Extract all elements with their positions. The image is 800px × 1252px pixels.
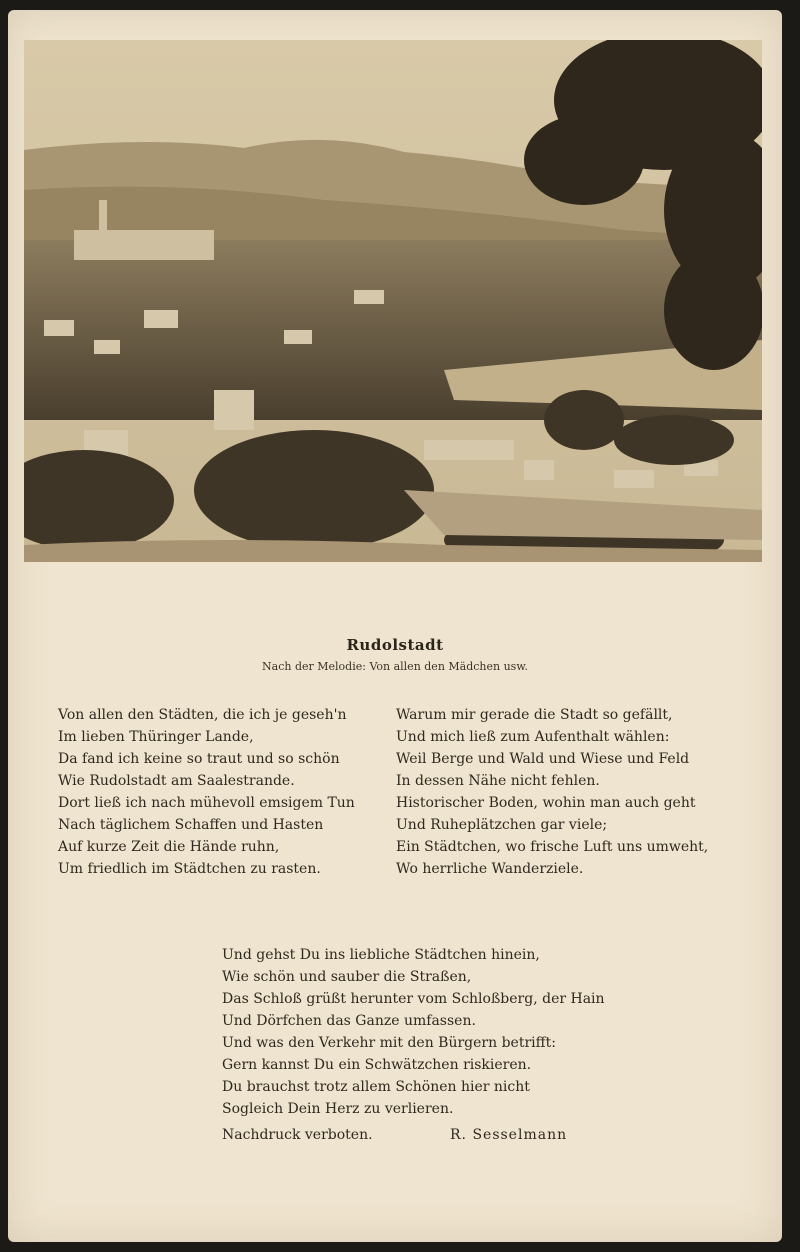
verse-line: Dort ließ ich nach mühevoll emsigem Tun [58,795,355,811]
verse-line: Im lieben Thüringer Lande, [58,729,254,745]
verse-line: Du brauchst trotz allem Schönen hier nicht [222,1079,530,1095]
stanza-1 [58,704,355,880]
verse-line: Um friedlich im Städtchen zu rasten. [58,861,321,877]
verse-line: Und Dörfchen das Ganze umfassen. [222,1013,476,1029]
verse-line: Da fand ich keine so traut und so schön [58,751,340,767]
verse-line: In dessen Nähe nicht fehlen. [396,773,600,789]
verse-line: Wie schön und sauber die Straßen, [222,969,472,985]
verse-line: Gern kannst Du ein Schwätzchen riskieren. [222,1057,532,1073]
stanza-2 [396,704,708,880]
verse-line: Warum mir gerade die Stadt so gefällt, [396,707,673,723]
verse-line: Von allen den Städten, die ich je geseh'n [58,707,347,723]
verse-line: Wo herrliche Wanderziele. [396,861,584,877]
reprint-notice: Nachdruck verboten. [222,1127,373,1143]
verse-line: Und Ruheplätzchen gar viele; [396,817,608,833]
poem-subtitle: Nach der Melodie: Von allen den Mädchen usw. [262,660,528,673]
verse-line: Und was den Verkehr mit den Bürgern betrifft: [222,1035,556,1051]
verse-line: Auf kurze Zeit die Hände ruhn, [58,839,280,855]
verse-line: Und gehst Du ins liebliche Städtchen hinein, [222,947,540,963]
postcard [8,10,782,1242]
stanza-3 [222,944,605,1120]
verse-line: Weil Berge und Wald und Wiese und Feld [396,751,690,767]
town-panorama-photo [24,40,762,562]
verse-line: Sogleich Dein Herz zu verlieren. [222,1101,454,1117]
verse-line: Wie Rudolstadt am Saalestrande. [58,773,295,789]
verse-line: Ein Städtchen, wo frische Luft uns umweht, [396,839,709,855]
verse-line: Nach täglichem Schaffen und Hasten [58,817,324,833]
verse-line: Und mich ließ zum Aufenthalt wählen: [396,729,670,745]
verse-line: Historischer Boden, wohin man auch geht [396,795,696,811]
verse-line: Das Schloß grüßt herunter vom Schloßberg, der Hain [222,991,605,1007]
poem-title: Rudolstadt [346,636,444,654]
town-panorama-illustration [24,40,762,562]
author-name: R. Sesselmann [450,1127,568,1143]
